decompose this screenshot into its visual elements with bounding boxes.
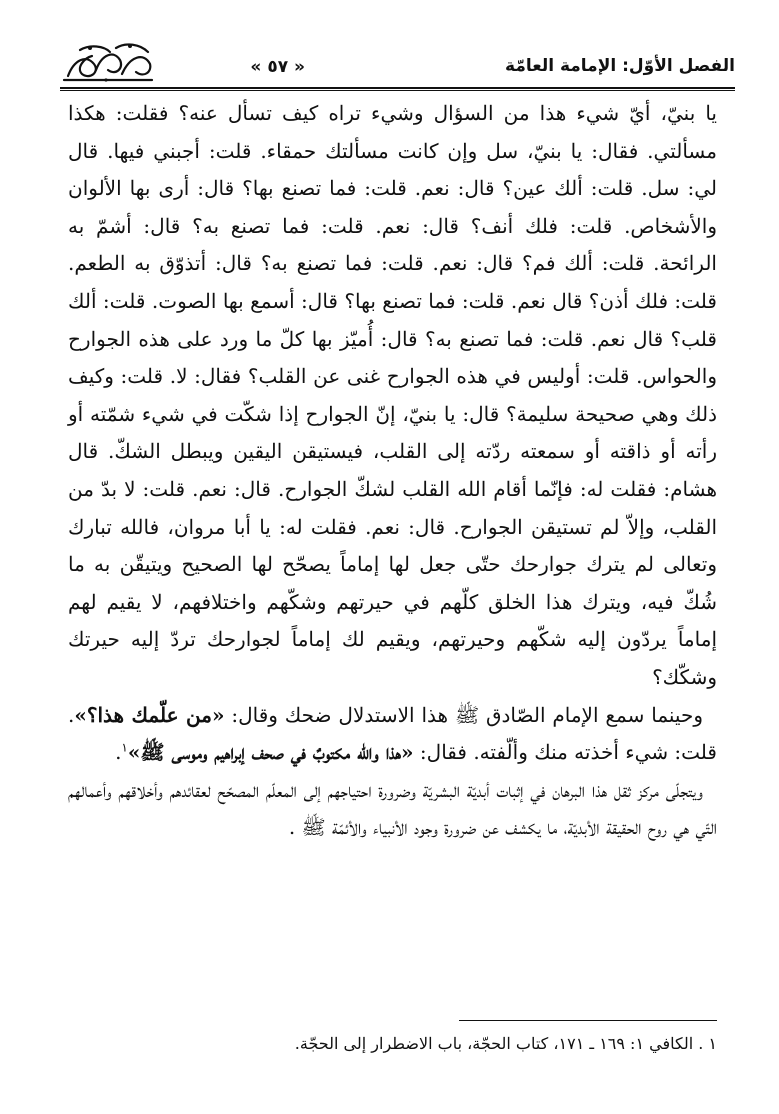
footnote-marker[interactable]: ١ (121, 740, 128, 755)
quote-who-taught: «من علّمك هذا؟» (74, 702, 225, 727)
footnote-rule (459, 1020, 717, 1021)
chapter-title: الفصل الأوّل: الإمامة العامّة (505, 56, 735, 76)
quote-written-in-scrolls: «هذا والله مكتوبٌ في صحف إبراهيم وموسى ﷺ» (127, 740, 414, 765)
arabic-calligraphy-ornament-icon (60, 40, 156, 86)
footnote: ١ . الكافي ١: ١٦٩ ـ ١٧١، كتاب الحجّة، باب الاضطرار إلى الحجّة. (294, 1034, 717, 1053)
paragraph-dialogue: يا بنيّ، أيّ شيء هذا من السؤال وشيء تراه كيف تسأل عنه؟ فقلت: هكذا مسألتي. فقال: يا بنيّ، سل وإن كانت مسألتك حمقاء. قلت: أجبني فيها. قال لي: سل. قلت: ألك عين؟ قال: نعم. قلت: فما تصنع بها؟ قال: أرى بها الألوان والأشخاص. قلت: فلك أنف؟ قال: نعم. قلت: فما تصنع به؟ قال: أشمّ به الرائحة. قلت: ألك فم؟ قال: نعم. قلت: فما تصنع به؟ قال: أتذوّق به الطعم. قلت: فلك أذن؟ قال نعم. قلت: فما تصنع بها؟ قال: أسمع بها الصوت. قلت: ألك قلب؟ قال نعم. قلت: فما تصنع به؟ قال: أُميّز بها كلّ ما ورد على هذه الجوارح والحواس. قلت: أوليس في هذه الجوارح غنى عن القلب؟ فقال: لا. قلت: وكيف ذلك وهي صحيحة سليمة؟ قال: يا بنيّ، إنّ الجوارح إذا شكّت في شيء شمّته أو رأته أو ذاقته أو سمعته ردّته إلى القلب، فيستيقن اليقين ويبطل الشكّ. قال هشام: فقلت له: فإنّما أقام الله القلب لشكّ الجوارح. قال: نعم. قلت: لا بدّ من القلب، وإلاّ لم تستيقن الجوارح. قال: نعم. فقلت له: يا أبا مروان، فالله تبارك وتعالى لم يترك جوارحك حتّى جعل لها إماماً يصحّح لها الصحيح ويتيقّن به ما شُكّ فيه، ويترك هذا الخلق كلّهم في حيرتهم وشكّهم واختلافهم، لا يقيم لهم إماماً يردّون إليه شكّهم وحيرتهم، ويقيم لك إماماً لجوارحك تردّ إليه حيرتك وشكّك؟ (68, 101, 717, 689)
paragraph-imam-response: وحينما سمع الإمام الصّادق ﷺ هذا الاستدلال ضحك وقال: «من علّمك هذا؟». قلت: شيء أخذته منك وألّفته. فقال: «هذا والله مكتوبٌ في صحف إبراهيم وموسى ﷺ»$^١$. (68, 702, 717, 765)
header-rule (60, 87, 735, 89)
running-header (60, 38, 735, 88)
page-number: « ٥٧ » (250, 57, 305, 77)
paragraph-conclusion: ويتجلّى مركز ثقل هذا البرهان في إثبات أبديّة البشريّة وضرورة احتياجهم إلى المعلّم المصحّح لعقائدهم وأخلاقهم وأعمالهم التّي هي روح الحقيقة الأبديّة، ما يكشف عن ضرورة وجود الأنبياء والأئمّة ﷺ . (68, 777, 717, 840)
main-text (68, 95, 717, 847)
header-rule-thin (60, 90, 735, 91)
